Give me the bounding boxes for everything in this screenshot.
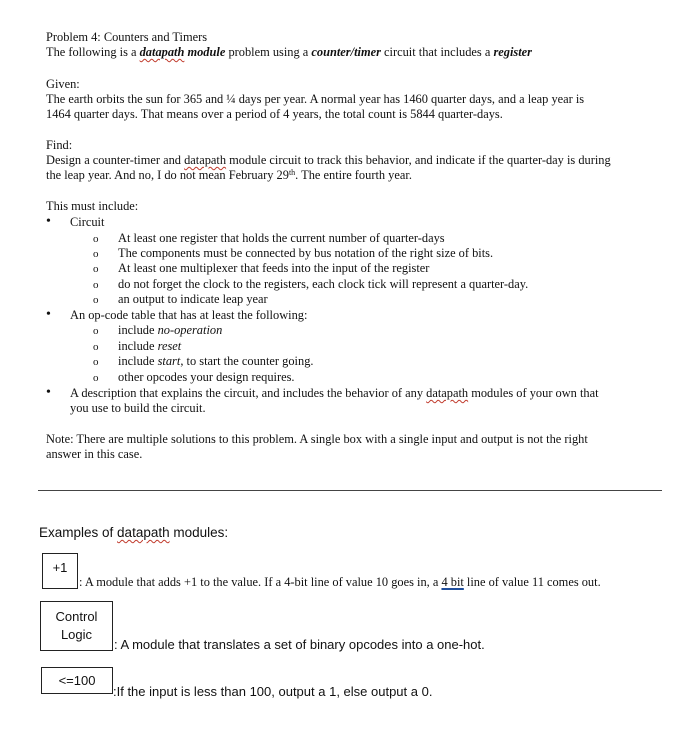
opcode-item-text: include: [118, 354, 158, 368]
opcode-label: An op-code table that has at least the following:: [70, 308, 308, 322]
problem-title: Problem 4: Counters and Timers: [46, 30, 208, 44]
circuit-item: At least one register that holds the current number of quarter-days: [118, 231, 445, 245]
intro-text-mid2: circuit that includes a: [380, 45, 494, 59]
plus-one-desc-post: line of value 11 comes out.: [463, 575, 601, 589]
problem-intro: [46, 45, 666, 60]
examples-heading-datapath: datapath: [117, 525, 170, 540]
circle-bullet-icon: o: [93, 341, 99, 353]
circuit-item: an output to indicate leap year: [118, 292, 268, 306]
circle-bullet-icon: o: [93, 248, 99, 260]
find-line-2: [46, 168, 666, 183]
intro-datapath: datapath: [139, 45, 185, 59]
circle-bullet-icon: o: [93, 294, 99, 306]
description-text: A description that explains the circuit, and includes the behavior of any: [70, 386, 427, 400]
plus-one-module-box: +1: [42, 553, 78, 589]
circuit-label: Circuit: [70, 215, 105, 229]
plus-one-desc-4bit: 4 bit: [441, 575, 464, 589]
include-heading: This must include:: [46, 199, 139, 213]
description-line-2: you use to build the circuit.: [70, 401, 206, 415]
le100-module-box: <=100: [41, 667, 113, 694]
description-line-1: [70, 386, 599, 401]
given-line-2: 1464 quarter days. That means over a period of 4 years, the total count is 5844 quarter-days.: [46, 107, 503, 121]
intro-text: The following is a: [46, 45, 140, 59]
find-heading: Find:: [46, 138, 73, 152]
bullet-icon: •: [46, 385, 51, 400]
opcode-item-text: include: [118, 323, 158, 337]
opcode-item: other opcodes your design requires.: [118, 370, 295, 384]
find-text-2: the leap year. And no, I do not mean February 29: [46, 168, 289, 182]
opcode-item: [118, 323, 222, 338]
intro-text-mid: problem using a: [225, 45, 312, 59]
find-text: Design a counter-timer and: [46, 153, 185, 167]
given-heading: Given:: [46, 77, 80, 91]
examples-heading: [39, 524, 228, 541]
circle-bullet-icon: o: [93, 356, 99, 368]
opcode-item: [118, 354, 313, 369]
circle-bullet-icon: o: [93, 233, 99, 245]
find-superscript: th: [288, 168, 296, 177]
control-logic-label-2: Logic: [60, 627, 93, 642]
find-line-1: [46, 153, 666, 168]
intro-module: module: [184, 45, 226, 59]
circuit-item: At least one multiplexer that feeds into the input of the register: [118, 261, 430, 275]
intro-register: register: [493, 45, 532, 59]
bullet-icon: •: [46, 214, 51, 229]
note-line-1: Note: There are multiple solutions to this problem. A single box with a single input and output is not the right: [46, 432, 588, 446]
opcode-item-post: , to start the counter going.: [180, 354, 314, 368]
plus-one-desc-text: : A module that adds +1 to the value. If a 4-bit line of value 10 goes in, a: [79, 575, 442, 589]
circle-bullet-icon: o: [93, 279, 99, 291]
note-line-2: answer in this case.: [46, 447, 143, 461]
description-datapath: datapath: [426, 386, 469, 400]
circle-bullet-icon: o: [93, 263, 99, 275]
control-logic-description: : A module that translates a set of binary opcodes into a one-hot.: [114, 637, 485, 652]
description-text-post: modules of your own that: [468, 386, 599, 400]
opcode-item-em: no-operation: [157, 323, 223, 337]
examples-heading-post: modules:: [169, 525, 229, 540]
circle-bullet-icon: o: [93, 325, 99, 337]
opcode-item-em: reset: [157, 339, 182, 353]
control-logic-label-1: Control: [55, 609, 98, 624]
opcode-item-text: include: [118, 339, 158, 353]
circuit-item: The components must be connected by bus notation of the right size of bits.: [118, 246, 494, 260]
intro-counter-timer: counter/timer: [311, 45, 381, 59]
find-datapath: datapath: [184, 153, 227, 167]
opcode-item: [118, 339, 181, 354]
examples-heading-text: Examples of: [39, 525, 118, 540]
circle-bullet-icon: o: [93, 372, 99, 384]
bullet-icon: •: [46, 307, 51, 322]
le100-description: :If the input is less than 100, output a 1, else output a 0.: [113, 684, 433, 699]
find-text-post: module circuit to track this behavior, and indicate if the quarter-day is during: [226, 153, 611, 167]
circuit-item: do not forget the clock to the registers, each clock tick will represent a quarter-day.: [118, 277, 529, 291]
opcode-item-em: start: [157, 354, 181, 368]
divider: [38, 490, 662, 491]
given-line-1: The earth orbits the sun for 365 and ¼ days per year. A normal year has 1460 quarter days, and a leap year is: [46, 92, 585, 106]
find-text-2-post: . The entire fourth year.: [295, 168, 412, 182]
control-logic-module-box: [40, 601, 113, 651]
plus-one-description: [79, 575, 601, 590]
